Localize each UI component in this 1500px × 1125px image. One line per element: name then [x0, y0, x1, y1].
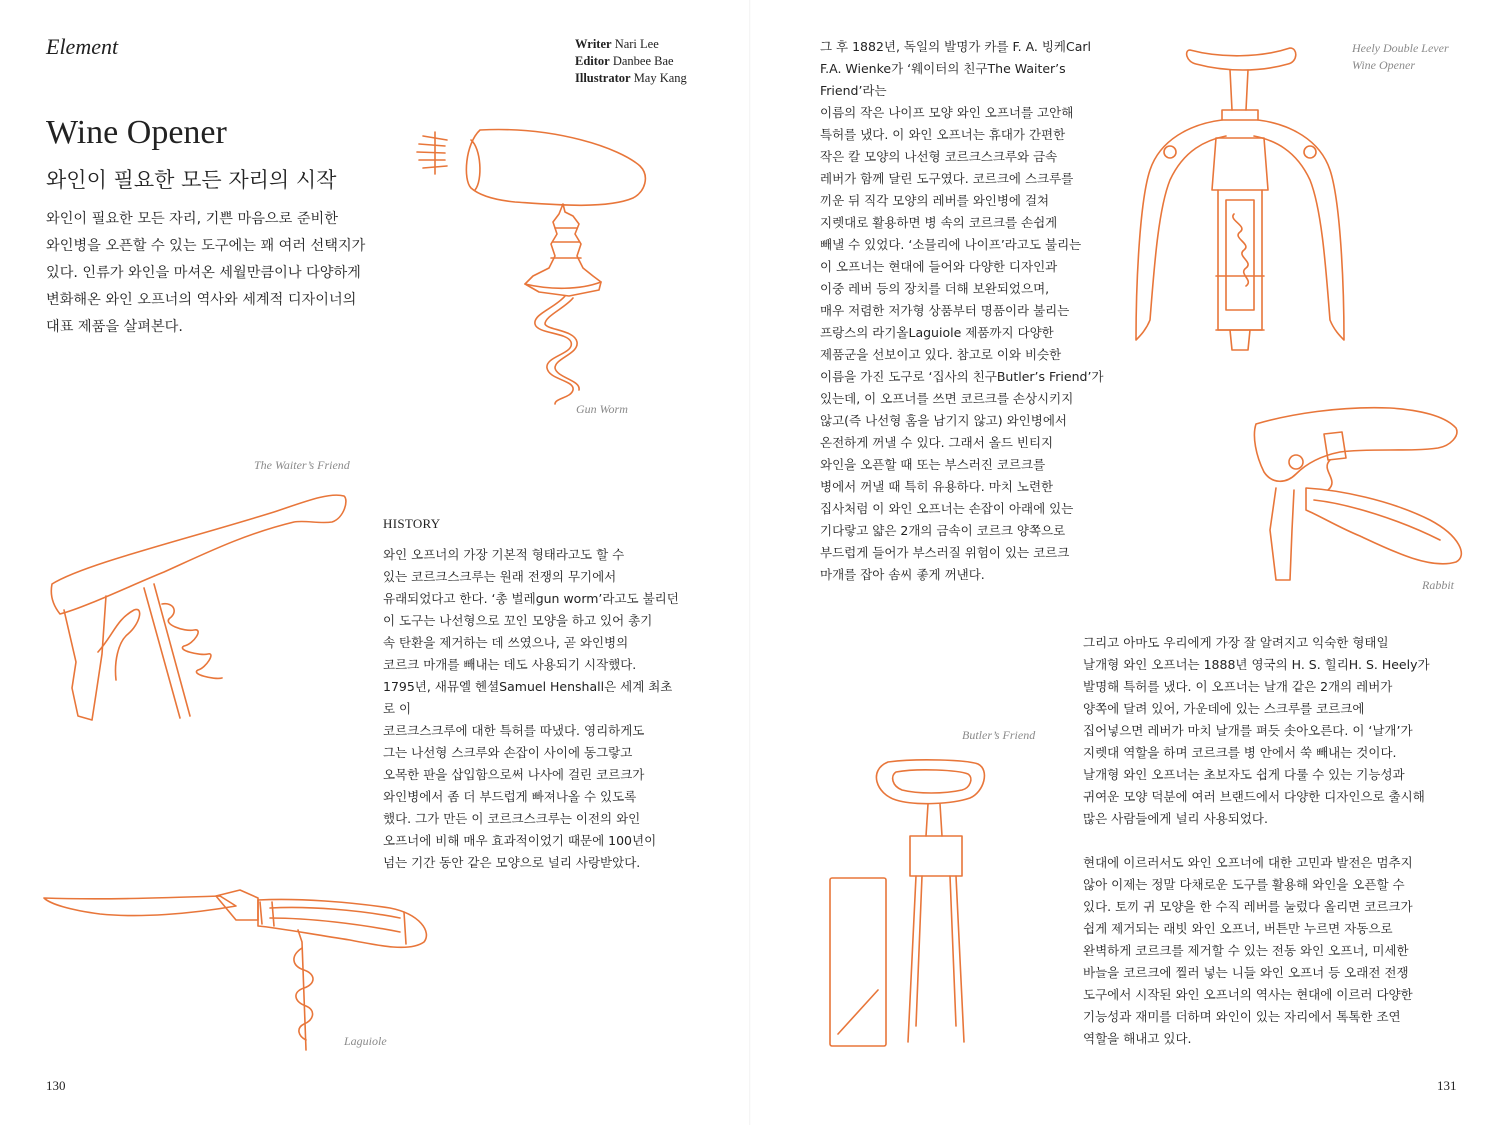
paragraph-spacer [1083, 830, 1483, 852]
history-paragraph: 와인 오프너의 가장 기본적 형태라고도 할 수 있는 코르크스크루는 원래 전쟁의 무기에서 유래되었다고 한다. ‘총 벌레gun worm’라고도 불리던 이 도구는 나선형으로 꼬인 모양을 하고 있어 총기 속 탄환을 제거하는 데 쓰였으나, 곧 와인병의 코르크 마개를 빼내는 데도 사용되기 시작했다. 1795년, 새뮤엘 헨셜Samuel Henshall은 세계 최초로 이 코르크스크루에 대한 특허를 따냈다. 영리하게도 그는 나선형 스크루와 손잡이 사이에 동그랗고 오목한 판을 삽입함으로써 나사에 걸린 코르크가 와인병에서 좀 더 부드럽게 빠져나올 수 있도록 했다. 그가 만든 이 코르크스크루는 이전의 와인 오프너에 비해 매우 효과적이었기 때문에 100년이 넘는 기간 동안 같은 모양으로 널리 사랑받았다. [383, 547, 679, 870]
heely-lever-illustration [1130, 40, 1370, 360]
waiters-friend-illustration [44, 484, 364, 734]
page-number-right: 131 [1437, 1078, 1457, 1093]
page-number-left: 130 [46, 1078, 66, 1093]
butlers-friend-illustration [828, 756, 1028, 1052]
caption-waiters-friend: The Waiter’s Friend [254, 458, 350, 472]
article-subtitle: 와인이 필요한 모든 자리의 시작 [46, 168, 337, 192]
caption-heely: Heely Double Lever Wine Opener [1352, 41, 1449, 72]
credit-writer: Writer Nari Lee [575, 37, 659, 51]
lede-paragraph: 와인이 필요한 모든 자리, 기쁜 마음으로 준비한 와인병을 오픈할 수 있는 도구에는 꽤 여러 선택지가 있다. 인류가 와인을 마셔온 세월만큼이나 다양하게 변화해온 와인 오프너의 역사와 세계적 디자이너의 대표 제품을 살펴본다. [46, 211, 366, 335]
credit-illustrator: Illustrator May Kang [575, 71, 687, 85]
caption-gun-worm: Gun Worm [576, 402, 628, 416]
page-gutter [749, 0, 751, 1125]
credit-editor: Editor Danbee Bae [575, 54, 674, 68]
article-title: Wine Opener [46, 114, 227, 151]
caption-butlers-friend: Butler’s Friend [962, 728, 1036, 742]
caption-laguiole: Laguiole [344, 1034, 387, 1048]
right-column-1: 그 후 1882년, 독일의 발명가 카를 F. A. 빙케Carl F.A. Wienke가 ‘웨이터의 친구The Waiter’s Friend’라는 이름의 작은 나이프 모양 와인 오프너를 고안해 특허를 냈다. 이 와인 오프너는 휴대가 간편한 작은 칼 모양의 나선형 코르크스크루와 금속 레버가 함께 달린 도구였다. 코르크에 스크루를 끼운 뒤 직각 모양의 레버를 와인병에 걸쳐 지렛대로 활용하면 병 속의 코르크를 손쉽게 빼낼 수 있었다. ‘소믈리에 나이프’라고도 불리는 이 오프너는 현대에 들어와 다양한 디자인과 이중 레버 등의 장치를 더해 보완되었으며, 매우 저렴한 저가형 상품부터 명품이라 불리는 프랑스의 라기올Laguiole 제품까지 다양한 제품군을 선보이고 있다. 참고로 이와 비슷한 이름을 가진 도구로 ‘집사의 친구Butler’s Friend’가 있는데, 이 오프너를 쓰면 코르크를 손상시키지 않고(즉 나선형 홈을 남기지 않고) 와인병에서 온전하게 꺼낼 수 있다. 그래서 올드 빈티지 와인을 오픈할 때 또는 부스러진 코르크를 병에서 꺼낼 때 특히 유용하다. 마치 노련한 집사처럼 이 와인 오프너는 손잡이 아래에 있는 기다랗고 얇은 2개의 금속이 코르크 양쪽으로 부드럽게 들어가 부스러질 위험이 있는 코르크 마개를 잡아 솜씨 좋게 꺼낸다. [820, 39, 1104, 582]
laguiole-illustration [40, 878, 440, 1048]
right-column-2: 그리고 아마도 우리에게 가장 잘 알려지고 익숙한 형태일 날개형 와인 오프너는 1888년 영국의 H. S. 힐리H. S. Heely가 발명해 특허를 냈다. 이 오프너는 날개 같은 2개의 레버가 양쪽에 달려 있어, 가운데에 있는 스크루를 코르크에 집어넣으면 레버가 마치 날개를 펴듯 솟아오른다. 이 ‘날개’가 지렛대 역할을 하며 코르크를 병 안에서 쑥 빼내는 것이다. 날개형 와인 오프너는 초보자도 쉽게 다룰 수 있는 기능성과 귀여운 모양 덕분에 여러 브랜드에서 다양한 디자인으로 출시해 많은 사람들에게 널리 사용되었다. 현대에 이르러서도 와인 오프너에 대한 고민과 발전은 멈추지 않아 이제는 정말 다채로운 도구를 활용해 와인을 오픈할 수 있다. 토끼 귀 모양을 한 수직 레버를 눌렀다 올리면 코르크가 쉽게 제거되는 래빗 와인 오프너, 버튼만 누르면 자동으로 완벽하게 코르크를 제거할 수 있는 전동 와인 오프너, 미세한 바늘을 코르크에 찔러 넣는 니들 와인 오프너 등 오래전 전쟁 도구에서 시작된 와인 오프너의 역사는 현대에 이르러 다양한 기능성과 재미를 더하며 와인이 있는 자리에서 톡톡한 조연 역할을 해내고 있다. [1083, 632, 1483, 1050]
rabbit-illustration [1250, 400, 1470, 582]
credits [575, 36, 687, 87]
history-heading: HISTORY [383, 516, 441, 531]
caption-rabbit: Rabbit [1422, 578, 1454, 592]
section-label: Element [46, 34, 119, 59]
gun-worm-illustration [405, 118, 665, 408]
